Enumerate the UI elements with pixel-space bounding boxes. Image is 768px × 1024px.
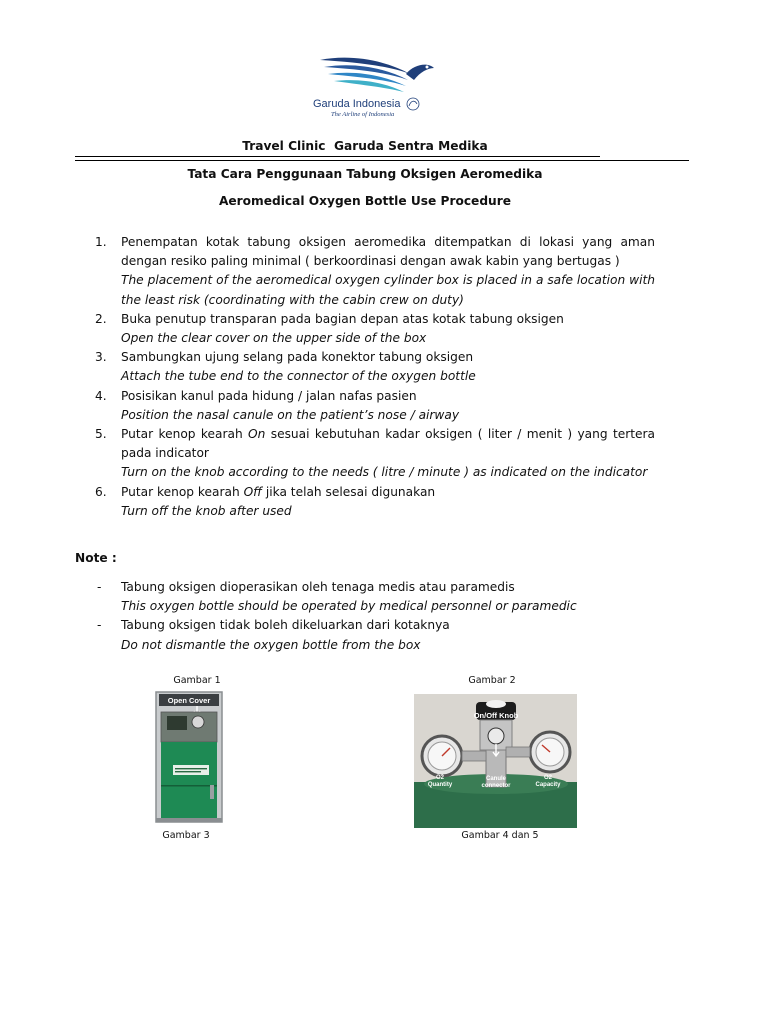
step-text-indonesian: Posisikan kanul pada hidung / jalan nafas pasien	[121, 388, 417, 403]
step-text-part: jika telah selesai digunakan	[261, 484, 436, 499]
o2-quantity-label-line1: O2	[435, 775, 445, 781]
step-text-indonesian: Sambungkan ujung selang pada konektor tabung oksigen	[121, 350, 474, 365]
step-text-part: sesuai kebutuhan kadar oksigen ( liter / menit ) yang tertera pada indicator	[121, 427, 659, 461]
oxygen-box-photo	[150, 690, 265, 825]
on-off-knob-label: On/Off Knob	[473, 711, 519, 720]
canule-connector-label-line2: connector	[481, 783, 511, 789]
step-text-english: Position the nasal canule on the patient’s nose / airway	[121, 407, 460, 422]
note-dash: -	[97, 580, 102, 594]
note-label: Note :	[75, 551, 117, 565]
procedure-steps-list	[95, 233, 659, 521]
step-text-emphasis: On	[248, 427, 266, 442]
note-text-indonesian: Tabung oksigen tidak boleh dikeluarkan dari kotaknya	[121, 618, 450, 633]
step-number: 5.	[95, 427, 107, 442]
document-title-indonesian: Tata Cara Penggunaan Tabung Oksigen Aeromedika	[187, 167, 543, 181]
step-text-part: Putar kenop kearah	[121, 427, 249, 442]
open-cover-label: Open Cover	[167, 696, 211, 705]
step-text-english: Open the clear cover on the upper side of the box	[121, 331, 427, 346]
procedure-step	[95, 483, 655, 521]
caption-gambar-3: Gambar 3	[162, 830, 210, 841]
step-text-indonesian	[121, 483, 655, 502]
procedure-step	[95, 310, 655, 348]
step-text-english: The placement of the aeromedical oxygen cylinder box is placed in a safe location with the least risk (coordinating with the cabin crew on duty)	[121, 273, 655, 307]
o2-capacity-label-line2: Capacity	[535, 782, 561, 788]
caption-gambar-1: Gambar 1	[173, 675, 221, 686]
step-number: 1.	[95, 235, 107, 249]
step-number: 2.	[95, 311, 107, 326]
procedure-step	[95, 387, 655, 425]
caption-gambar-4-dan-5: Gambar 4 dan 5	[461, 830, 539, 841]
step-text-indonesian: Buka penutup transparan pada bagian depan atas kotak tabung oksigen	[121, 311, 564, 326]
procedure-step	[95, 425, 659, 483]
o2-capacity-label-line1: O2	[543, 775, 553, 781]
step-text-part: Putar kenop kearah	[121, 484, 244, 499]
step-number: 6.	[95, 484, 107, 499]
o2-quantity-label-line2: Quantity	[427, 782, 453, 788]
step-text-emphasis: Off	[243, 484, 262, 499]
notes-list	[95, 578, 655, 655]
step-number: 4.	[95, 388, 107, 403]
step-text-indonesian: Penempatan kotak tabung oksigen aeromedika ditempatkan di lokasi yang aman dengan resiko paling minimal ( berkoordinasi dengan awak kabin yang bertugas )	[121, 235, 655, 269]
procedure-step	[95, 233, 655, 310]
logo-brand-text: Garuda Indonesia	[313, 98, 401, 110]
step-text-indonesian	[121, 425, 659, 463]
canule-connector-label-line1: Canule	[485, 776, 507, 782]
header-rule-thick	[75, 160, 689, 161]
caption-gambar-2: Gambar 2	[468, 675, 516, 686]
step-text-english: Attach the tube end to the connector of the oxygen bottle	[121, 369, 476, 384]
step-number: 3.	[95, 350, 107, 365]
note-item	[95, 616, 655, 654]
clinic-title: Travel Clinic Garuda Sentra Medika	[242, 139, 488, 153]
note-text-english: Do not dismantle the oxygen bottle from the box	[121, 637, 421, 652]
oxygen-regulator-photo	[414, 694, 577, 828]
document-title-english: Aeromedical Oxygen Bottle Use Procedure	[218, 194, 512, 208]
note-text-english: This oxygen bottle should be operated by medical personnel or paramedic	[121, 599, 577, 614]
header-rule-thin	[75, 156, 600, 157]
step-text-english: Turn off the knob after used	[121, 503, 292, 518]
note-item	[95, 578, 655, 616]
logo-tagline: The Airline of Indonesia	[331, 111, 395, 118]
note-dash: -	[97, 618, 102, 633]
procedure-step	[95, 348, 655, 386]
step-text-english: Turn on the knob according to the needs ( litre / minute ) as indicated on the indicator	[121, 465, 648, 480]
note-text-indonesian: Tabung oksigen dioperasikan oleh tenaga medis atau paramedis	[121, 580, 515, 594]
